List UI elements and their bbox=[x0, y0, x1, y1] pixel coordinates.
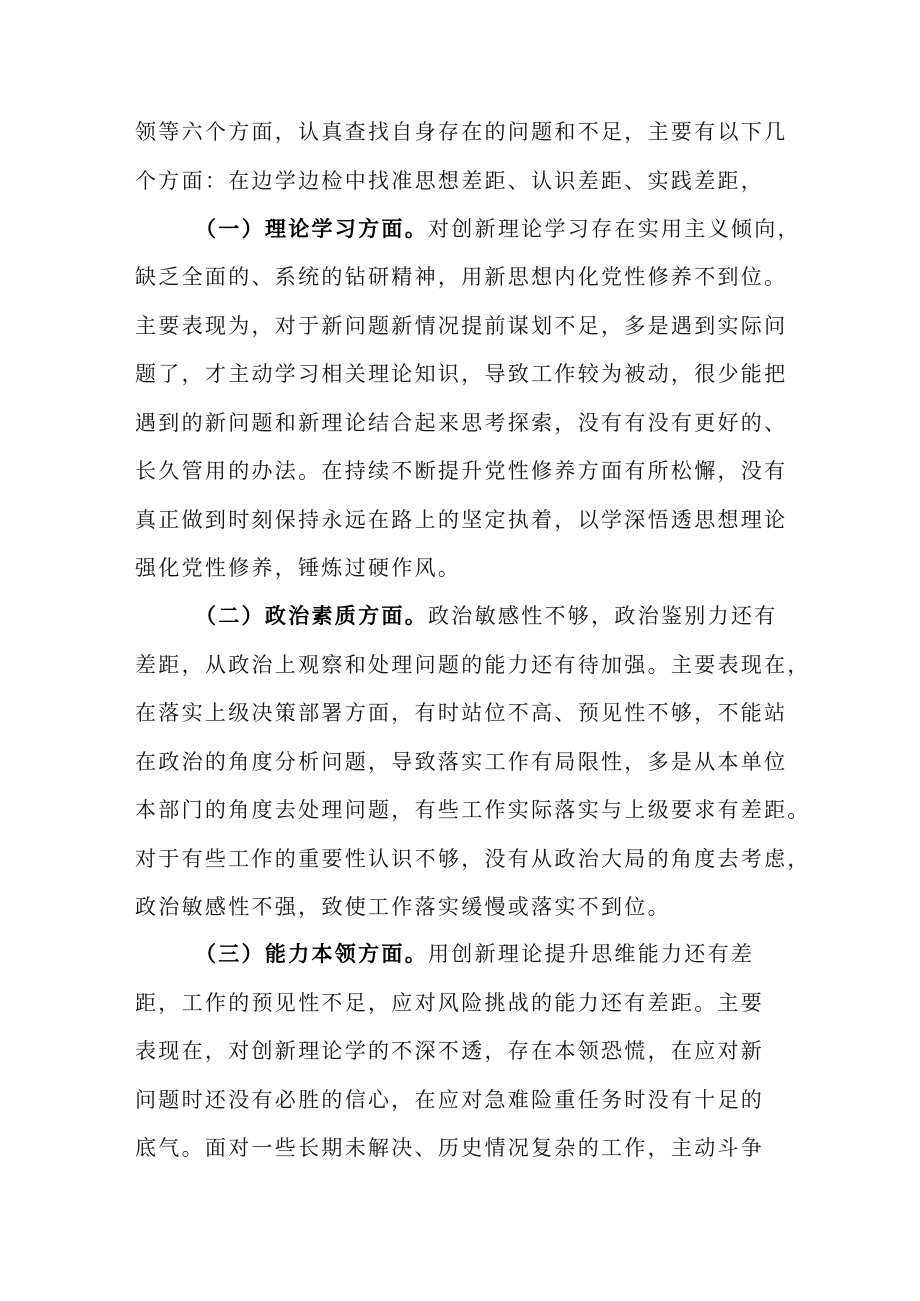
line-text: 底气。面对一些长期未解决、历史情况复杂的工作，主动斗争 bbox=[135, 1136, 765, 1160]
line-text: 真正做到时刻保持永远在路上的坚定执着，以学深悟透思想理论 bbox=[135, 508, 788, 532]
line-text: 问题时还没有必胜的信心，在应对急难险重任务时没有十足的 bbox=[135, 1088, 765, 1112]
line-text: 对创新理论学习存在实用主义倾向， bbox=[428, 217, 801, 241]
text-line bbox=[135, 359, 787, 389]
text-line bbox=[135, 1036, 764, 1066]
text-line bbox=[135, 505, 787, 535]
line-text: 遇到的新问题和新理论结合起来思考探索，没有有没有更好的、 bbox=[135, 411, 788, 435]
text-line bbox=[135, 988, 764, 1018]
section-heading: （二）政治素质方面。 bbox=[195, 603, 428, 628]
text-line bbox=[135, 1085, 764, 1115]
line-text: 强化党性修养，锤炼过硬作风。 bbox=[135, 556, 462, 580]
line-text: 在落实上级决策部署方面，有时站位不高、预见性不够，不能站 bbox=[135, 701, 788, 725]
line-text: 长久管用的办法。在持续不断提升党性修养方面有所松懈，没有 bbox=[135, 459, 788, 483]
text-line bbox=[135, 166, 764, 196]
text-line bbox=[135, 747, 787, 777]
line-text: 在政治的角度分析问题，导致落实工作有局限性，多是从本单位 bbox=[135, 750, 788, 774]
line-text: 用创新理论提升思维能力还有差 bbox=[428, 942, 755, 966]
section-heading: （三）能力本领方面。 bbox=[195, 941, 428, 966]
line-text: 本部门的角度去处理问题，有些工作实际落实与上级要求有差距。 bbox=[135, 798, 811, 822]
line-text: 个方面：在边学边检中找准思想差距、认识差距、实践差距， bbox=[135, 169, 765, 193]
line-text: 对于有些工作的重要性认识不够，没有从政治大局的角度去考虑， bbox=[135, 847, 811, 871]
text-line bbox=[135, 650, 811, 680]
line-text: 政治敏感性不强，致使工作落实缓慢或落实不到位。 bbox=[135, 895, 671, 919]
text-line bbox=[135, 262, 787, 292]
line-text: 差距，从政治上观察和处理问题的能力还有待加强。主要表现在， bbox=[135, 653, 811, 677]
section-heading-line bbox=[195, 214, 801, 244]
section-heading: （一）理论学习方面。 bbox=[195, 216, 428, 241]
text-line bbox=[135, 117, 787, 147]
text-line bbox=[135, 408, 787, 438]
text-line bbox=[135, 892, 671, 922]
text-line bbox=[135, 844, 811, 874]
line-text: 表现在，对创新理论学的不深不透，存在本领恐慌，在应对新 bbox=[135, 1039, 765, 1063]
line-text: 领等六个方面，认真查找自身存在的问题和不足，主要有以下几 bbox=[135, 120, 788, 144]
text-line bbox=[135, 311, 787, 341]
text-line bbox=[135, 456, 787, 486]
text-line bbox=[135, 553, 461, 583]
line-text: 距，工作的预见性不足，应对风险挑战的能力还有差距。主要 bbox=[135, 991, 765, 1015]
section-heading-line bbox=[195, 601, 778, 631]
text-line bbox=[135, 795, 811, 825]
line-text: 缺乏全面的、系统的钻研精神，用新思想内化党性修养不到位。 bbox=[135, 265, 788, 289]
line-text: 题了，才主动学习相关理论知识，导致工作较为被动，很少能把 bbox=[135, 362, 788, 386]
line-text: 政治敏感性不够，政治鉴别力还有 bbox=[428, 604, 778, 628]
section-heading-line bbox=[195, 939, 754, 969]
text-line bbox=[135, 698, 787, 728]
text-line bbox=[135, 1133, 764, 1163]
line-text: 主要表现为，对于新问题新情况提前谋划不足，多是遇到实际问 bbox=[135, 314, 788, 338]
